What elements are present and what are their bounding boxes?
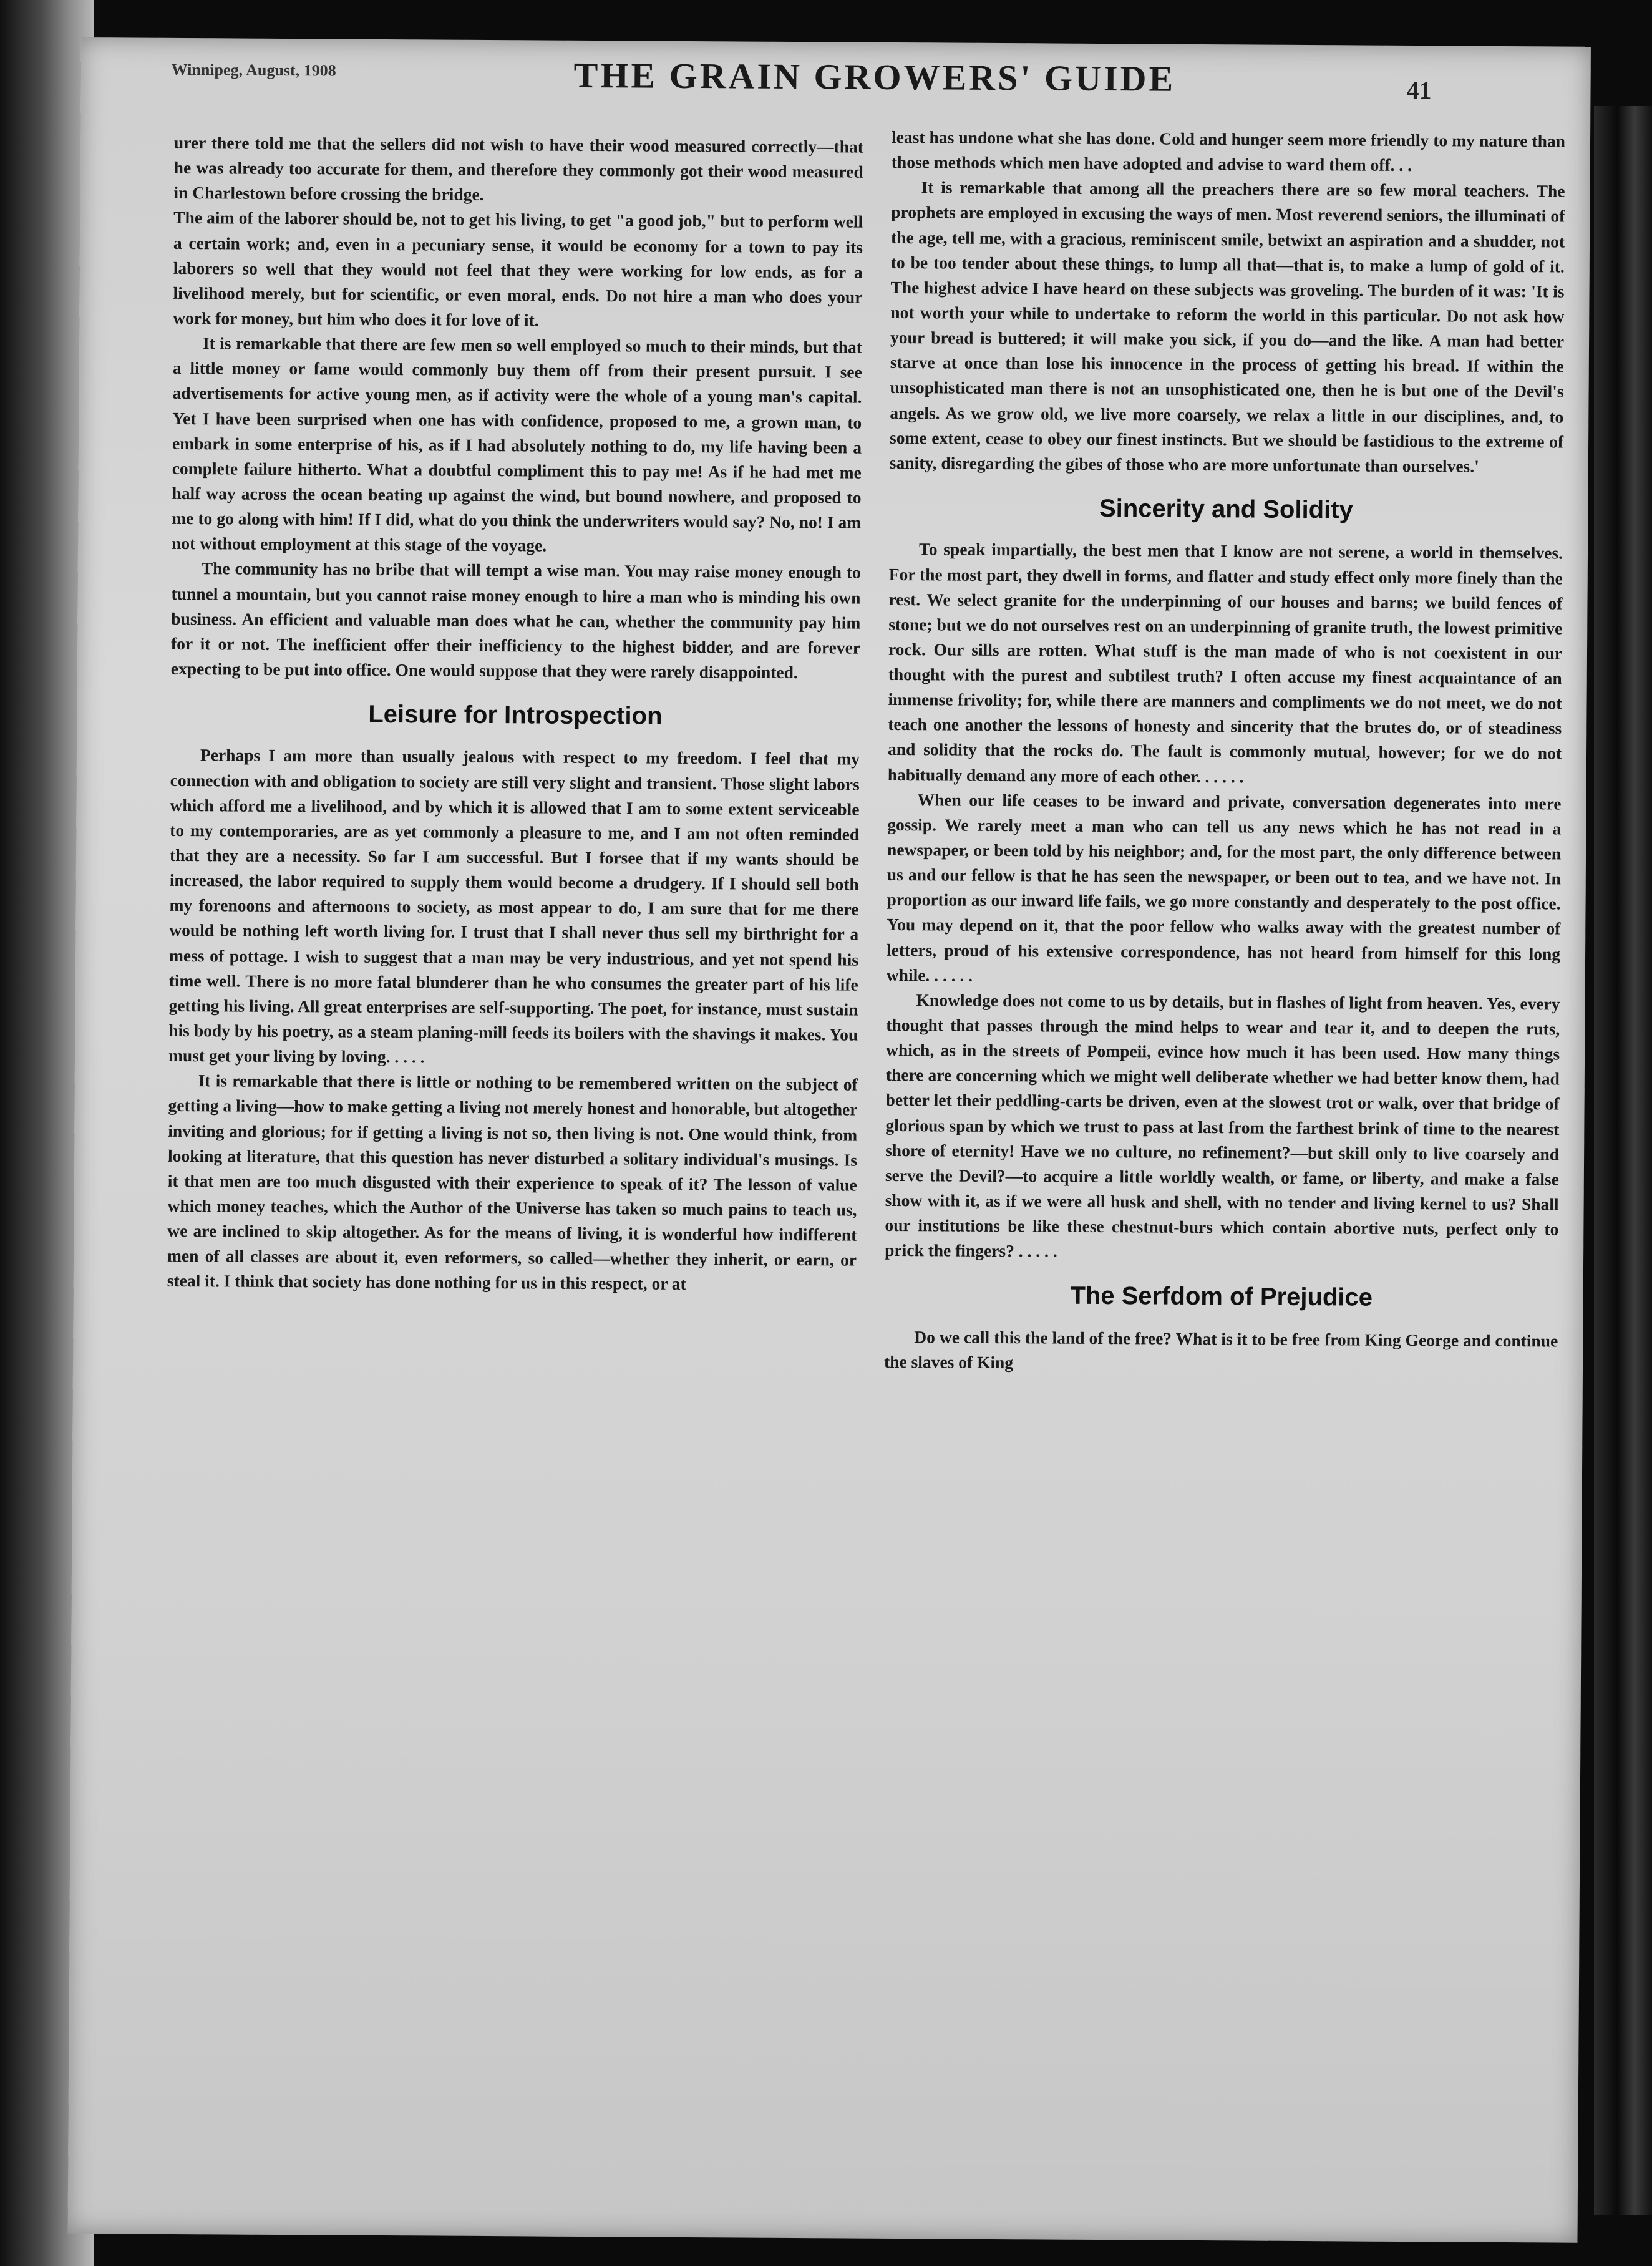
paragraph: Knowledge does not come to us by details, but in flashes of light from heaven. Yes, every thought that passes through the mind helps to wear and tear it, and to deepen the ruts, which, as in the streets of Pompeii, evince how much it has been used. How many things there are concerning which we might well deliberate whether we had better know them, had better let their peddling-carts be driven, even at the slowest trot or walk, over that bridge of glorious span by which we trust to pass at last from the farthest brink of time to the nearest shore of eternity! Have we no culture, no refinement?—but skill only to live coarsely and serve the Devil?—to acquire a little worldly wealth, or fame, or liberty, and make a false show with it, as if we were all husk and shell, with no tender and living kernel to us? Shall our institutions be like these chestnut-burs which contain abortive nuts, perfect only to prick the fingers? . . . . .	[885, 990, 1560, 1261]
header-date: Winnipeg, August, 1908	[171, 60, 336, 80]
left-column	[167, 130, 863, 1298]
newspaper-page	[67, 37, 1590, 2243]
book-binding	[1594, 106, 1652, 2215]
paragraph: The community has no bribe that will tempt a wise man. You may raise money enough to tunnel a mountain, but you cannot raise money enough to hire a man who is minding his own business. An efficient and valuable man does what he can, whether the community pay him for it or not. The inefficient offer their inefficiency to the highest bidder, and are forever expecting to be put into office. One would suppose that they were rarely disappointed.	[170, 558, 861, 682]
section-heading: The Serfdom of Prejudice	[1070, 1282, 1373, 1312]
section-heading: Sincerity and Solidity	[1099, 494, 1353, 524]
right-column	[884, 125, 1565, 1379]
paragraph: Perhaps I am more than usually jealous with respect to my freedom. I feel that my connection with and obligation to society are still very slight and transient. Those slight labors which afford me a livelihood, and by which it is allowed that I am to some extent serviceable to my contemporaries, are as yet commonly a pleasure to me, and I am not often reminded that they are a necessity. So far I am successful. But I forsee that if my wants should be increased, the labor required to supply them would become a drudgery. If I should sell both my forenoons and afternoons to society, as most appear to do, I am sure that for me there would be nothing left worth living for. I trust that I shall never thus sell my birthright for a mess of pottage. I wish to suggest that a man may be very industrious, and yet not spend his time well. There is no more fatal blunderer than he who consumes the greater part of his life getting his living. All great enterprises are self-supporting. The poet, for instance, must sustain his body by his poetry, as a steam planing-mill feeds its boilers with the shavings it makes. You must get your living by loving. . . . .	[168, 745, 860, 1067]
section-heading: Leisure for Introspection	[368, 700, 663, 730]
paragraph: It is remarkable that there are few men so well employed so much to their minds, but that a little money or fame would commonly buy them off from their present pursuit. I see advertisements for active young men, as if activity were the whole of a young man's capital. Yet I have been surprised when one has with confidence, proposed to me, a grown man, to embark in some enterprise of his, as if I had absolutely nothing to do, my life having been a complete failure hitherto. What a doubtful compliment this to pay me! As if he had met me half way across the ocean beating up against the wind, but bound nowhere, and proposed to me to go along with him! If I did, what do you think the underwriters would say? No, no! I am not without employment at this stage of the voyage.	[171, 333, 863, 555]
paragraph: least has undone what she has done. Cold and hunger seem more friendly to my nature than those methods which men have adopted and advise to ward them off. . .	[891, 127, 1566, 175]
paragraph: Do we call this the land of the free? What is it to be free from King George and continue the slaves of King	[883, 1327, 1558, 1373]
paragraph: urer there told me that the sellers did not wish to have their wood measured correctly—that he was already too accurate for them, and therefore they commonly got their wood measured in Charlestown before crossing the bridge.	[173, 132, 864, 205]
paragraph: It is remarkable that among all the preachers there are so few moral teachers. The prophets are employed in excusing the ways of men. Most reverend seniors, the illuminati of the age, tell me, with a gracious, reminiscent smile, betwixt an aspiration and a shudder, not to be too tender about these things, to lump all that—that is, to make a lump of gold of it. The highest advice I have heard on these subjects was groveling. The burden of it was: 'It is not worth your while to undertake to reform the world in this particular. Do not ask how your bread is buttered; it will make you sick, if you do—and the like. A man had better starve at once than lose his innocence in the process of getting his bread. If within the unsophisticated man there is not an unsophisticated one, then he is but one of the Devil's angels. As we grow old, we live more coarsely, we relax a little in our disciplines, and, to some extent, cease to obey our finest instincts. But we should be fastidious to the extreme of sanity, disregarding the gibes of those who are more unfortunate than ourselves.'	[889, 177, 1565, 476]
paragraph: To speak impartially, the best men that I know are not serene, a world in themselves. For the most part, they dwell in forms, and flatter and study effect only more finely than the rest. We select granite for the underpinning of our houses and barns; we build fences of stone; but we do not ourselves rest on an underpinning of granite truth, the lowest primitive rock. Our sills are rotten. What stuff is the man made of who is not coexistent in our thought with the purest and subtilest truth? I often accuse my finest acquaintance of an immense frivolity; for, while there are manners and compliments we do not meet, we do not teach one another the lessons of honesty and sincerity that the brutes do, or of steadiness and solidity that the rocks do. The fault is commonly mutual, however; for we do not habitually demand any more of each other. . . . . .	[887, 539, 1563, 787]
page-number: 41	[1406, 75, 1432, 105]
paragraph: The aim of the laborer should be, not to get his living, to get "a good job," but to perform well a certain work; and, even in a pecuniary sense, it would be economy for a town to pay its laborers so well that they would not feel that they were working for low ends, as for a livelihood merely, but for scientific, or even moral, ends. Do not hire a man who does your work for money, but him who does it for love of it.	[173, 208, 863, 330]
masthead-title: THE GRAIN GROWERS' GUIDE	[573, 54, 1176, 99]
paragraph: When our life ceases to be inward and private, conversation degenerates into mere gossip. We rarely meet a man who can tell us any news which he has not read in a newspaper, or been told by his neighbor; and, for the most part, the only difference between us and our fellow is that he has seen the newspaper, or been out to tea, and we have not. In proportion as our inward life fails, we go more constantly and desperately to the post office. You may depend on it, that the poor fellow who walks away with the greatest number of letters, proud of his extensive correspondence, has not heard from himself for this long while. . . . . .	[886, 789, 1562, 985]
paragraph: It is remarkable that there is little or nothing to be remembered written on the subject of getting a living—how to make getting a living not merely honest and honorable, but altogether inviting and glorious; for if getting a living is not so, then living is not. One would think, from looking at literature, that this question has never disturbed a solitary individual's musings. Is it that men are too much disgusted with their experience to speak of it? The lesson of value which money teaches, which the Author of the Universe has taken so much pains to teach us, we are inclined to skip altogether. As for the means of living, it is wonderful how indifferent men of all classes are about it, even reformers, so called—whether they inherit, or earn, or steal it. I think that society has done nothing for us in this respect, or at	[167, 1071, 858, 1294]
